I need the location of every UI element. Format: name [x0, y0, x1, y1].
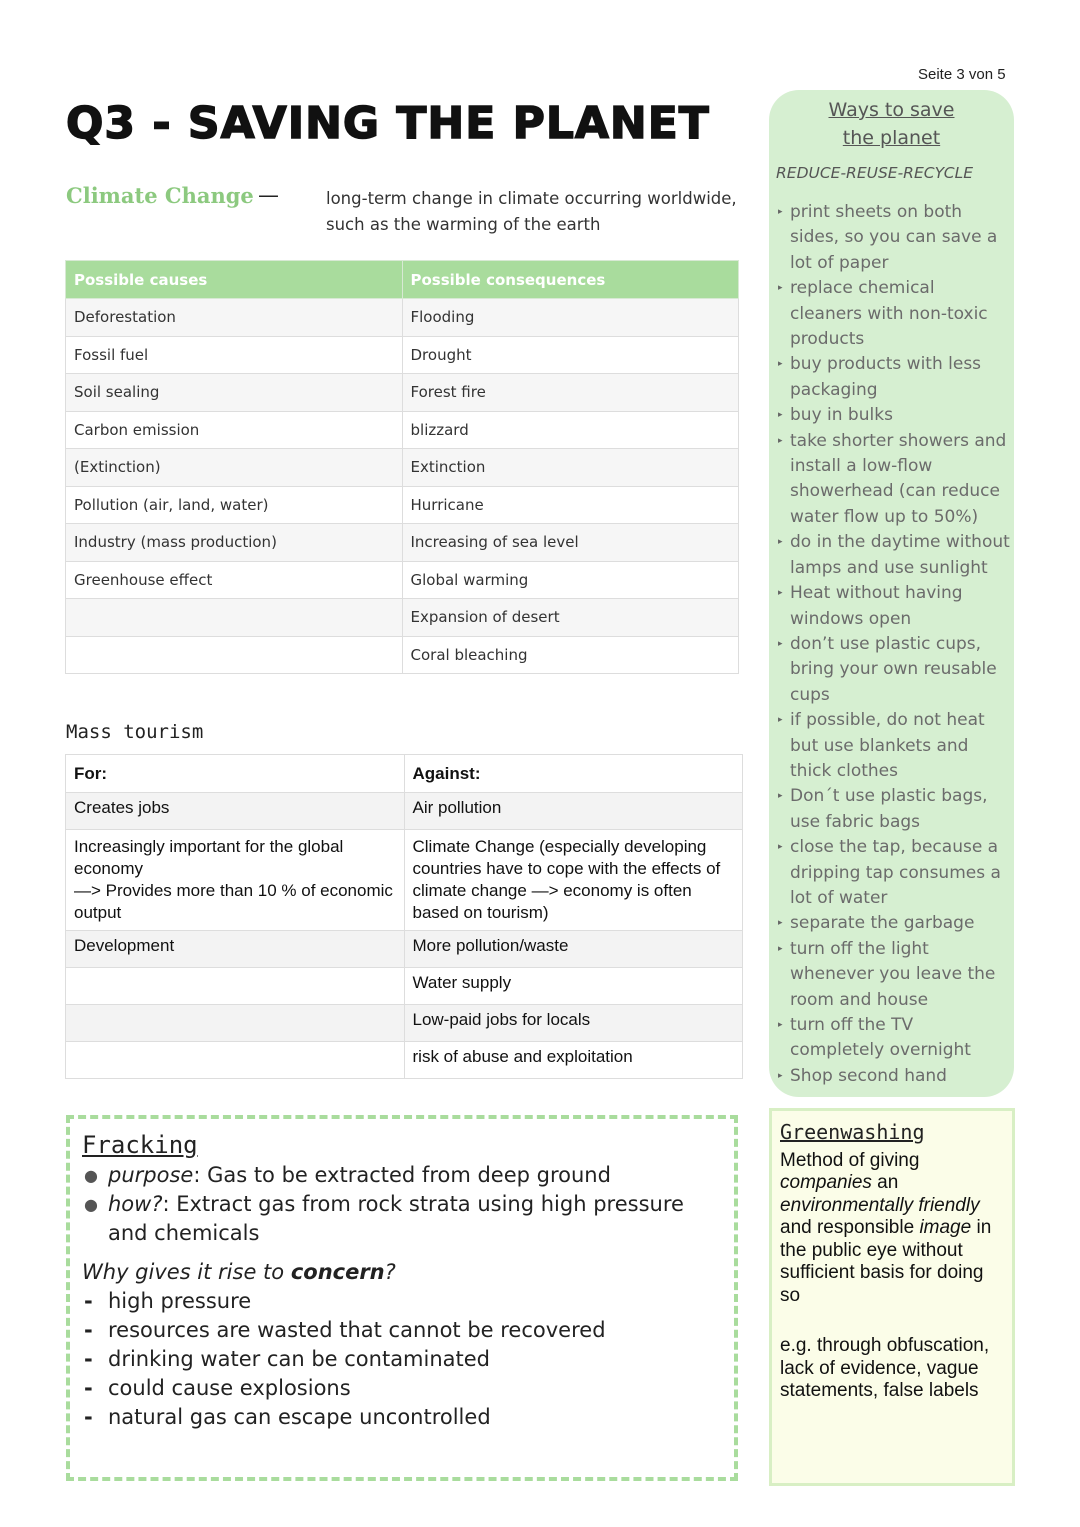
consequence-cell: Extinction	[402, 449, 739, 487]
for-cell: Development	[66, 931, 405, 968]
list-item-text: close the tap, because a dripping tap consumes a lot of water	[790, 837, 1001, 908]
climate-change-dash: —	[258, 183, 279, 207]
gw-text: an	[871, 1172, 899, 1193]
list-item-text: turn off the light whenever you leave the room and house	[790, 938, 996, 1010]
list-item-text: don’t use plastic cups, bring your own reusable cups	[790, 633, 997, 705]
list-item	[775, 937, 1011, 1013]
against-cell: Water supply	[404, 968, 743, 1005]
consequence-cell: Drought	[402, 336, 739, 374]
concern-item	[82, 1287, 722, 1316]
list-item	[775, 352, 1011, 403]
concern-text: resources are wasted that cannot be recovered	[108, 1318, 606, 1342]
concern-item	[82, 1345, 722, 1374]
list-item-text: Don´t use plastic bags, use fabric bags	[790, 786, 988, 832]
gw-italic: environmentally friendly	[780, 1194, 980, 1216]
bullet-triangle-icon: ▸	[778, 1070, 783, 1081]
table-row	[66, 411, 739, 449]
consequence-cell: blizzard	[402, 411, 739, 449]
cause-cell: Soil sealing	[66, 374, 403, 412]
greenwashing-box	[769, 1108, 1015, 1486]
sidebar-title-line-1: Ways to save	[828, 99, 955, 121]
gw-text: in the public eye without sufficient basis for doing so	[780, 1217, 992, 1306]
dash-icon: -	[84, 1347, 93, 1371]
concern-item	[82, 1374, 722, 1403]
list-item-text: print sheets on both sides, so you can save a lot of paper	[790, 202, 998, 273]
list-item	[775, 784, 1011, 835]
table-row	[66, 449, 739, 487]
against-cell: Low-paid jobs for locals	[404, 1005, 743, 1042]
gw-italic: image	[919, 1217, 972, 1238]
consequence-cell: Hurricane	[402, 486, 739, 524]
bullet-triangle-icon: ▸	[778, 1020, 783, 1030]
how-text: : Extract gas from rock strata using high pressure and chemicals	[108, 1192, 684, 1245]
how-label: how?	[108, 1192, 163, 1216]
list-item-text: do in the daytime without lamps and use sunlight	[790, 532, 1010, 578]
list-item-text: if possible, do not heat but use blankets and thick clothes	[790, 710, 985, 781]
cause-cell: Carbon emission	[66, 411, 403, 449]
cause-cell: (Extinction)	[66, 449, 403, 487]
bullet-icon: ●	[84, 1195, 98, 1214]
table-row	[66, 931, 743, 968]
fracking-concerns-list	[82, 1287, 722, 1432]
bullet-triangle-icon: ▸	[778, 842, 783, 853]
page-title: Q3 - SAVING THE PLANET	[66, 98, 710, 149]
table-row	[66, 486, 739, 524]
mass-tourism-title: Mass tourism	[66, 721, 204, 743]
greenwashing-example: e.g. through obfuscation, lack of evidence, vague statements, false labels	[780, 1335, 990, 1401]
sidebar-subtitle: REDUCE-REUSE-RECYCLE	[776, 164, 974, 182]
question-bold: concern	[290, 1260, 385, 1284]
greenwashing-title: Greenwashing	[780, 1120, 925, 1144]
table-row	[66, 524, 739, 562]
table-header-row	[66, 755, 743, 793]
table-row	[66, 374, 739, 412]
gw-italic: companies	[780, 1172, 872, 1193]
fracking-title: Fracking	[82, 1131, 198, 1159]
bullet-triangle-icon: ▸	[778, 588, 783, 599]
bullet-triangle-icon: ▸	[778, 359, 783, 370]
bullet-icon: ●	[84, 1166, 98, 1185]
list-item	[775, 581, 1011, 632]
dash-icon: -	[84, 1376, 93, 1400]
cause-cell	[66, 636, 403, 674]
sidebar-title-line-2: the planet	[842, 127, 941, 149]
cause-cell: Fossil fuel	[66, 336, 403, 374]
for-cell	[66, 968, 405, 1005]
list-item-text: buy in bulks	[790, 405, 893, 426]
list-item	[775, 429, 1011, 531]
list-item-text: buy products with less packaging	[790, 354, 982, 400]
table-row	[66, 1005, 743, 1042]
causes-consequences-table	[65, 260, 739, 674]
for-cell: Increasingly important for the global economy —> Provides more than 10 % of economic output	[66, 830, 405, 931]
bullet-triangle-icon: ▸	[778, 638, 783, 649]
list-item-text: take shorter showers and install a low-flow showerhead (can reduce water flow up to 50%)	[790, 430, 1007, 527]
list-item	[775, 708, 1011, 784]
consequence-cell: Increasing of sea level	[402, 524, 739, 562]
consequence-cell: Global warming	[402, 561, 739, 599]
for-cell	[66, 1042, 405, 1079]
concern-text: could cause explosions	[108, 1376, 351, 1400]
list-item-text: Shop second hand	[790, 1065, 947, 1086]
bullet-triangle-icon: ▸	[778, 791, 783, 802]
gw-text: and responsible	[780, 1217, 920, 1238]
header-causes: Possible causes	[66, 261, 403, 299]
cause-cell: Industry (mass production)	[66, 524, 403, 562]
list-item	[775, 911, 1011, 936]
table-row	[66, 561, 739, 599]
consequence-cell: Coral bleaching	[402, 636, 739, 674]
purpose-label: purpose	[108, 1163, 194, 1187]
fracking-box	[66, 1115, 738, 1481]
header-for: For:	[66, 755, 405, 793]
table-row	[66, 636, 739, 674]
against-cell: risk of abuse and exploitation	[404, 1042, 743, 1079]
climate-change-definition: long-term change in climate occurring worldwide, such as the warming of the earth	[326, 189, 737, 234]
concern-text: high pressure	[108, 1289, 252, 1313]
consequence-cell: Flooding	[402, 299, 739, 337]
cause-cell: Deforestation	[66, 299, 403, 337]
table-row	[66, 336, 739, 374]
list-item	[775, 1064, 1011, 1089]
fracking-purpose	[82, 1161, 722, 1190]
table-row	[66, 599, 739, 637]
gw-text: Method of giving	[780, 1149, 920, 1171]
sidebar-list	[775, 200, 1011, 1089]
fracking-question	[82, 1258, 722, 1287]
list-item-text: separate the garbage	[790, 913, 975, 934]
cause-cell: Pollution (air, land, water)	[66, 486, 403, 524]
concern-text: drinking water can be contaminated	[108, 1347, 491, 1371]
bullet-triangle-icon: ▸	[778, 715, 783, 726]
purpose-text: : Gas to be extracted from deep ground	[193, 1163, 611, 1187]
page-number: Seite 3 von 5	[918, 66, 1006, 83]
bullet-triangle-icon: ▸	[778, 283, 783, 294]
table-row	[66, 968, 743, 1005]
list-item-text: Heat without having windows open	[790, 583, 963, 629]
question-text: Why gives it rise to	[82, 1260, 291, 1284]
cause-cell	[66, 599, 403, 637]
table-header-row	[66, 261, 739, 299]
concern-text: natural gas can escape uncontrolled	[108, 1405, 491, 1429]
table-row	[66, 830, 743, 931]
list-item	[775, 200, 1011, 276]
table-row	[66, 299, 739, 337]
bullet-triangle-icon: ▸	[778, 410, 783, 421]
list-item	[775, 530, 1011, 581]
dash-icon: -	[84, 1289, 93, 1313]
fracking-how	[82, 1190, 722, 1248]
mass-tourism-table	[65, 754, 743, 1079]
consequence-cell: Forest fire	[402, 374, 739, 412]
against-cell: Air pollution	[404, 793, 743, 830]
bullet-triangle-icon: ▸	[778, 435, 783, 446]
bullet-triangle-icon: ▸	[778, 207, 783, 217]
list-item-text: turn off the TV completely overnight	[790, 1015, 971, 1061]
greenwashing-definition	[780, 1150, 1004, 1308]
bullet-triangle-icon: ▸	[778, 943, 783, 954]
concern-item	[82, 1403, 722, 1432]
climate-change-term: Climate Change	[66, 183, 254, 208]
cause-cell: Greenhouse effect	[66, 561, 403, 599]
question-mark: ?	[384, 1260, 396, 1284]
table-row	[66, 1042, 743, 1079]
bullet-triangle-icon: ▸	[778, 537, 783, 548]
list-item	[775, 403, 1011, 428]
sidebar-title	[769, 96, 1014, 152]
header-against: Against:	[404, 755, 743, 793]
consequence-cell: Expansion of desert	[402, 599, 739, 637]
dash-icon: -	[84, 1405, 93, 1429]
table-row	[66, 793, 743, 830]
against-cell: Climate Change (especially developing countries have to cope with the effects of climate change —> economy is often based on tourism)	[404, 830, 743, 931]
concern-item	[82, 1316, 722, 1345]
list-item-text: replace chemical cleaners with non-toxic products	[790, 278, 988, 350]
header-consequences: Possible consequences	[402, 261, 739, 299]
for-cell	[66, 1005, 405, 1042]
for-cell: Creates jobs	[66, 793, 405, 830]
list-item	[775, 632, 1011, 708]
dash-icon: -	[84, 1318, 93, 1342]
list-item	[775, 835, 1011, 911]
list-item	[775, 276, 1011, 352]
against-cell: More pollution/waste	[404, 931, 743, 968]
list-item	[775, 1013, 1011, 1064]
bullet-triangle-icon: ▸	[778, 918, 783, 929]
